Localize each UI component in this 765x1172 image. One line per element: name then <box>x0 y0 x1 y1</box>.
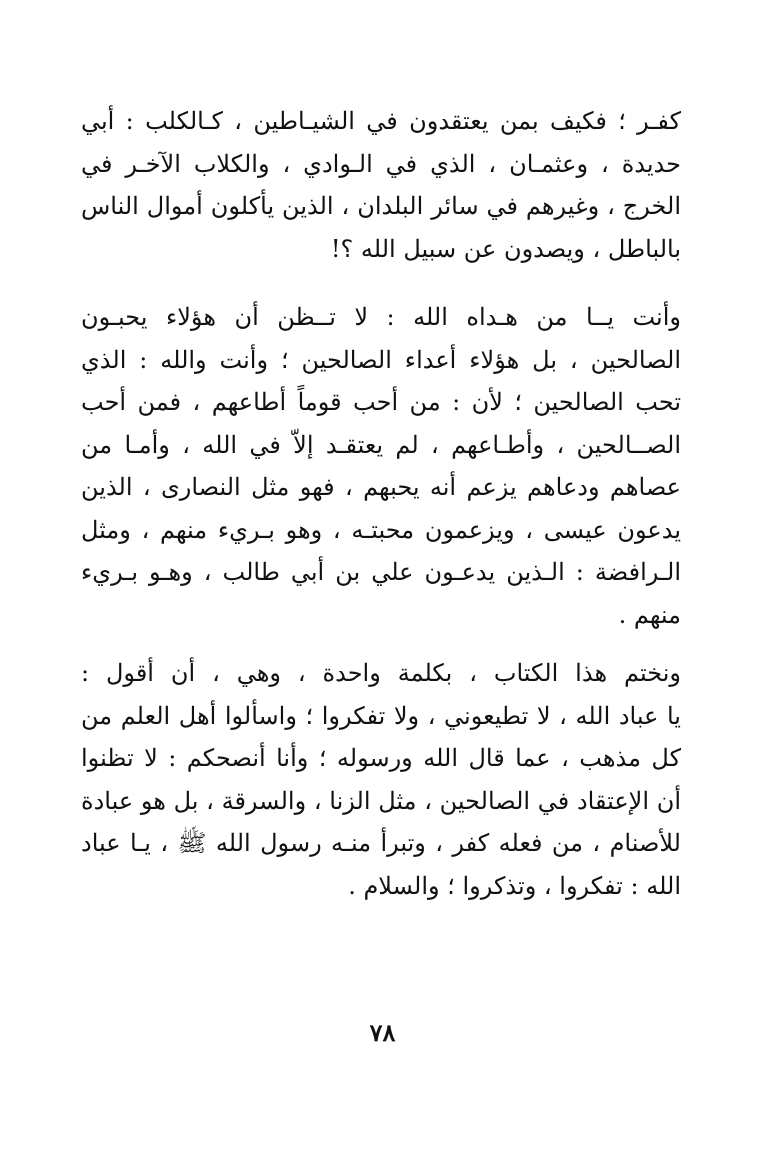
paragraph-line: الخرج ، وغيرهم في سائر البلدان ، الذين يأكلون أموال الناس <box>81 192 681 220</box>
paragraph-line: الصــالحين ، وأطـاعهم ، لم يعتقـد إلاّ في الله ، وأمـا من <box>81 430 681 459</box>
paragraph-line: حديدة ، وعثمـان ، الذي في الـوادي ، والكلاب الآخـر في <box>81 149 681 178</box>
paragraph-line: عصاهم ودعاهم يزعم أنه يحبهم ، فهو مثل النصارى ، الذين <box>81 473 681 501</box>
paragraph-line: يدعون عيسى ، ويزعمون محبتـه ، وهو بـريء منهم ، ومثل <box>81 515 681 544</box>
paragraph-2 <box>81 296 681 636</box>
paragraph-line: ونختم هذا الكتاب ، بكلمة واحدة ، وهي ، أن أقول : <box>81 659 681 687</box>
paragraph-line: كل مذهب ، عما قال الله ورسوله ؛ وأنا أنصحكم : لا تظنوا <box>81 744 681 772</box>
paragraph-1 <box>81 100 681 270</box>
paragraph-line: كفـر ؛ فكيف بمن يعتقدون في الشيـاطين ، كـالكلب : أبي <box>81 107 681 135</box>
paragraph-line: يا عباد الله ، لا تطيعوني ، ولا تفكروا ؛ واسألوا أهل العلم من <box>81 701 681 730</box>
paragraph-line: بالباطل ، ويصدون عن سبيل الله ؟! <box>330 234 681 263</box>
paragraph-3 <box>81 652 681 907</box>
page-number: ٧٨ <box>369 1018 396 1047</box>
paragraph-line: الـرافضة : الـذين يدعـون علي بن أبي طالب ، وهـو بـريء <box>81 558 681 586</box>
paragraph-line: وأنت يــا من هـداه الله : لا تــظن أن هؤلاء يحبـون <box>81 303 681 331</box>
paragraph-line: أن الإعتقاد في الصالحين ، مثل الزنا ، والسرقة ، بل هو عبادة <box>81 786 681 815</box>
paragraph-line: منهم . <box>618 600 681 629</box>
paragraph-line: الصالحين ، بل هؤلاء أعداء الصالحين ؛ وأنت والله : الذي <box>81 345 681 374</box>
paragraph-line: الله : تفكروا ، وتذكروا ؛ والسلام . <box>348 871 681 900</box>
paragraph-line: تحب الصالحين ؛ لأن : من أحب قوماً أطاعهم ، فمن أحب <box>81 388 681 416</box>
paragraph-line: للأصنام ، من فعله كفر ، وتبرأ منـه رسول الله ﷺ ، يـا عباد <box>81 829 681 857</box>
